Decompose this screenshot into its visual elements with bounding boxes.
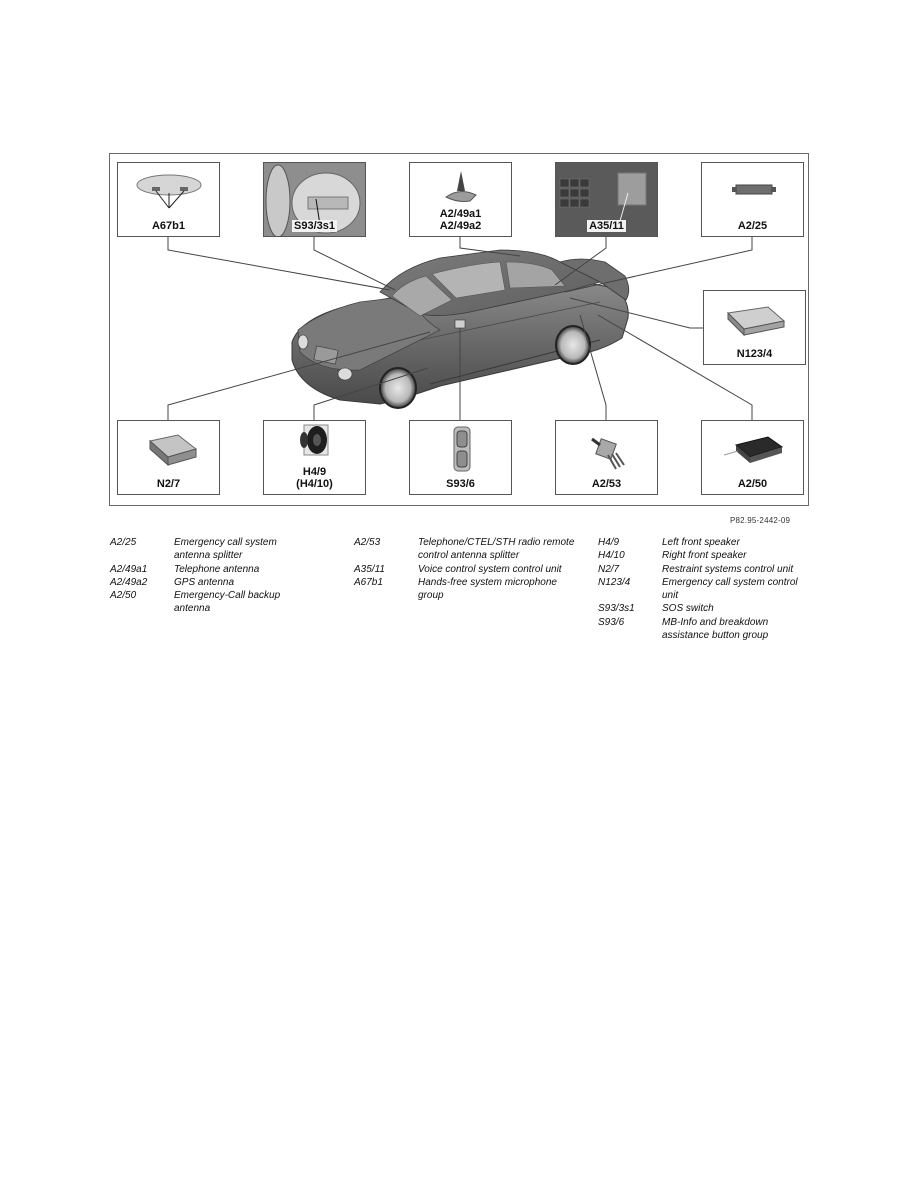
legend-code: A35/11 [354,563,385,575]
legend-column-3 [598,536,814,642]
component-label: S93/6 [446,478,475,490]
legend-row [354,536,583,563]
legend-code: A2/53 [354,537,381,548]
component-box-a35-11 [555,162,658,237]
legend-desc: Restraint systems control unit [662,563,794,575]
legend-desc: Telephone/CTEL/STH radio remote control antenna splitter [418,537,575,562]
legend-row [598,576,814,603]
label-line-1: H4/9 [302,466,327,478]
component-label: A35/11 [589,220,624,232]
component-label: A2/25 [737,220,768,232]
label-line-1: A2/49a1 [439,208,482,220]
component-box-a2-25 [701,162,804,237]
legend-code: A2/49a1 [110,563,148,575]
legend-desc: Emergency-Call backup antenna [174,590,281,615]
label-line-2: A2/49a2 [439,220,482,232]
label-line-2: (H4/10) [296,478,333,490]
component-label: A67b1 [151,220,186,232]
legend-desc: Right front speaker [662,550,747,562]
component-box-a2-49 [409,162,512,237]
component-box-s93-3s1 [263,162,366,237]
legend-desc: MB-Info and breakdown assistance button group [662,616,769,642]
legend-code: A67b1 [354,576,383,588]
component-box-a67b1 [117,162,220,237]
legend-desc: Emergency call system control unit [662,576,798,602]
legend-code: N123/4 [598,576,631,588]
component-label: A2/50 [737,478,768,490]
legend-column-2 [354,536,583,602]
component-box-s93-6 [409,420,512,495]
legend-code: N2/7 [598,563,620,575]
legend-row [110,563,314,576]
component-label: S93/3s1 [294,220,335,232]
component-label: A2/53 [591,478,622,490]
legend-row [598,536,814,549]
legend-code: A2/25 [110,537,137,548]
legend-row [354,576,583,603]
legend-row [598,549,814,562]
legend-code: A2/49a2 [110,576,148,588]
component-box-n2-7 [117,420,220,495]
legend-row [110,589,314,616]
figure-reference-code: P82.95-2442-09 [730,516,791,525]
component-label [264,466,365,490]
legend-code: S93/6 [598,616,625,628]
legend-code: A2/50 [110,590,137,602]
legend-code: S93/3s1 [598,603,635,615]
component-label [410,208,511,232]
legend-column-1 [110,536,314,616]
legend-code: H4/10 [598,550,625,562]
legend-row [598,602,814,615]
component-box-a2-50 [701,420,804,495]
legend-desc: Left front speaker [662,537,740,548]
legend-desc: Hands-free system microphone group [418,576,557,602]
legend-desc: Telephone antenna [174,563,260,575]
legend-row [110,576,314,589]
component-box-n123-4 [703,290,806,365]
legend-row [598,616,814,643]
legend-row [110,536,314,563]
legend-desc: Voice control system control unit [418,563,562,575]
legend-code: H4/9 [598,537,620,548]
component-label: N123/4 [736,348,773,360]
legend-row [354,563,583,576]
legend-row [598,563,814,576]
legend-desc: GPS antenna [174,576,235,588]
legend-desc: SOS switch [662,603,714,615]
component-label: N2/7 [156,478,181,490]
legend-desc: Emergency call system antenna splitter [174,537,277,562]
component-box-h4-9 [263,420,366,495]
component-box-a2-53 [555,420,658,495]
